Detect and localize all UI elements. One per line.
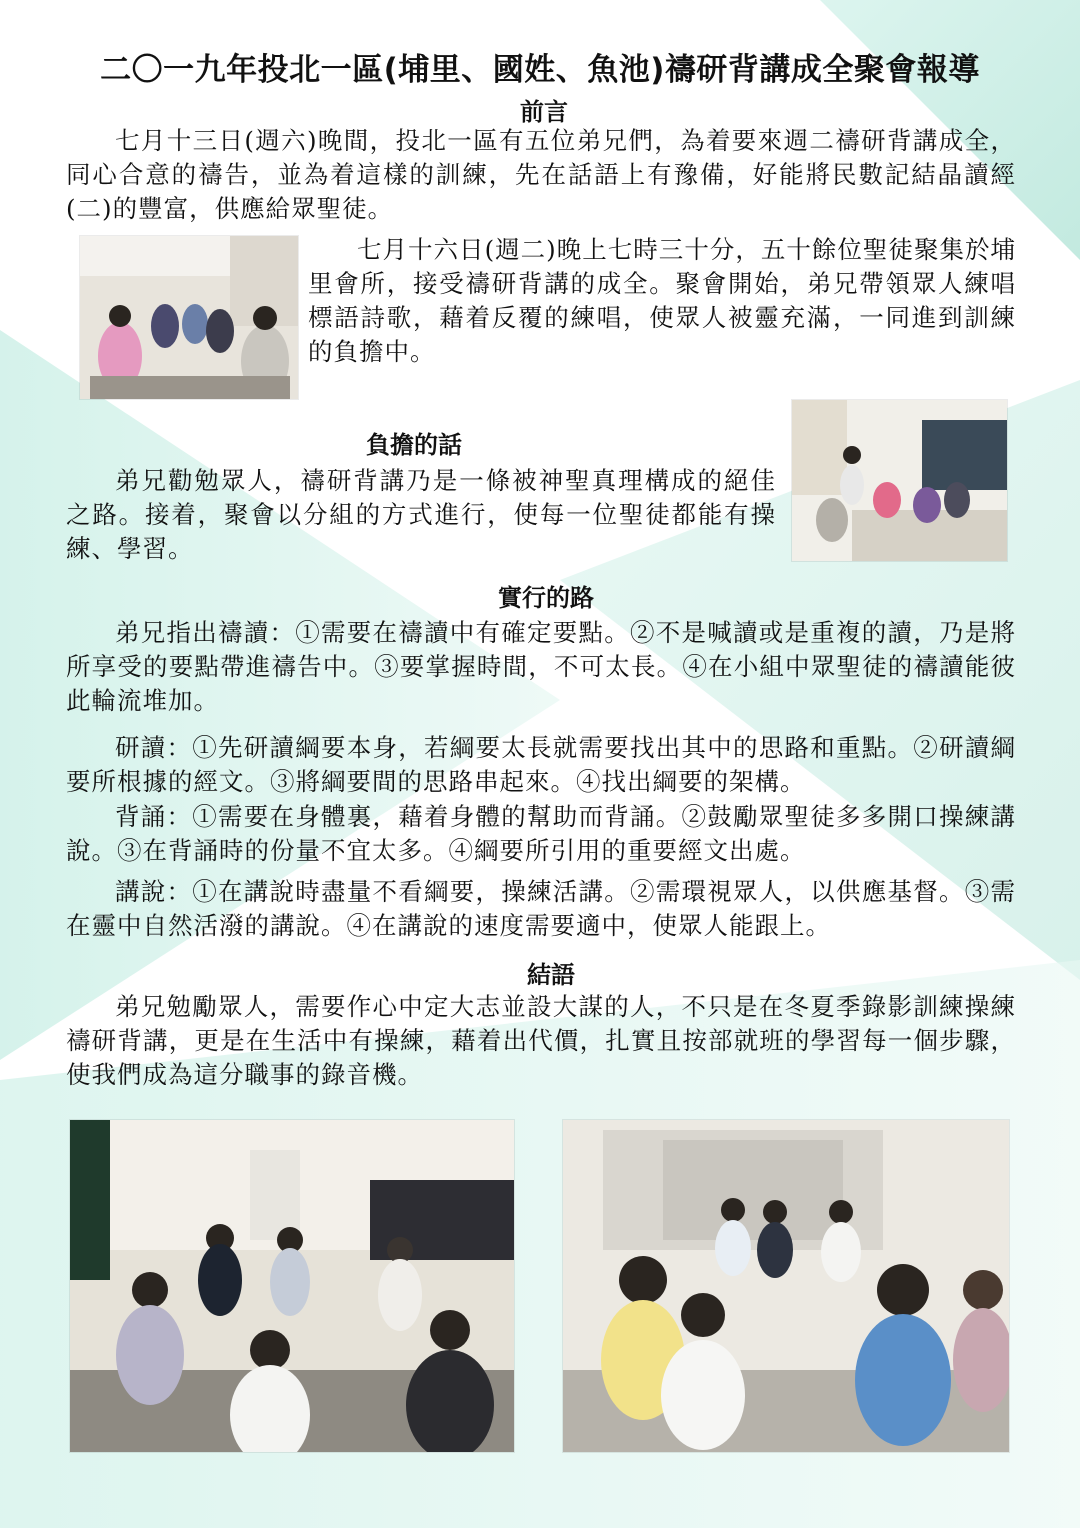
intro-heading: 前言 xyxy=(520,98,568,126)
prayread-paragraph: 弟兄指出禱讀：①需要在禱讀中有確定要點。②不是喊讀或是重複的讀，乃是將所享受的要點帶進禱告中。③要掌握時間，不可太長。④在小組中眾聖徒的禱讀能彼此輪流堆加。 xyxy=(66,618,1016,715)
burden-paragraph: 弟兄勸勉眾人，禱研背講乃是一條被神聖真理構成的絕佳之路。接着，聚會以分組的方式進行，使每一位聖徒都能有操練、學習。 xyxy=(66,466,776,563)
classroom-photo xyxy=(792,400,1007,561)
group-meeting-photo xyxy=(80,236,298,399)
conclusion-heading: 結語 xyxy=(527,961,575,989)
speak-paragraph: 講說：①在講說時盡量不看綱要，操練活講。②需環視眾人，以供應基督。③需在靈中自然活潑的講說。④在講說的速度需要適中，使眾人能跟上。 xyxy=(66,877,1016,940)
burden-heading: 負擔的話 xyxy=(366,431,462,459)
photo-illustration xyxy=(563,1120,1009,1452)
intro-paragraph-2: 七月十六日(週二)晚上七時三十分，五十餘位聖徒聚集於埔里會所，接受禱研背講的成全。聚會開始，弟兄帶領眾人練唱標語詩歌，藉着反覆的練唱，使眾人被靈充滿，一同進到訓練的負擔中。 xyxy=(308,235,1016,366)
intro-paragraph: 七月十三日(週六)晚間，投北一區有五位弟兄們，為着要來週二禱研背講成全，同心合意的禱告，並為着這樣的訓練，先在話語上有豫備，好能將民數記結晶讀經(二)的豐富，供應給眾聖徒。 xyxy=(66,126,1016,223)
large-group-photo-right xyxy=(563,1120,1009,1452)
photo-illustration xyxy=(80,236,298,399)
practice-heading: 實行的路 xyxy=(498,584,594,612)
recite-paragraph: 背誦：①需要在身體裏，藉着身體的幫助而背誦。②鼓勵眾聖徒多多開口操練講說。③在背誦時的份量不宜太多。④綱要所引用的重要經文出處。 xyxy=(66,802,1016,865)
large-group-photo-left xyxy=(70,1120,514,1452)
study-paragraph: 研讀：①先研讀綱要本身，若綱要太長就需要找出其中的思路和重點。②研讀綱要所根據的經文。③將綱要間的思路串起來。④找出綱要的架構。 xyxy=(66,733,1016,796)
photo-illustration xyxy=(70,1120,514,1452)
conclusion-paragraph: 弟兄勉勵眾人，需要作心中定大志並設大謀的人，不只是在冬夏季錄影訓練操練禱研背講，更是在生活中有操練，藉着出代價，扎實且按部就班的學習每一個步驟，使我們成為這分職事的錄音機。 xyxy=(66,992,1016,1089)
report-title: 二〇一九年投北一區(埔里、國姓、魚池)禱研背講成全聚會報導 xyxy=(100,52,980,88)
photo-illustration xyxy=(792,400,1007,561)
